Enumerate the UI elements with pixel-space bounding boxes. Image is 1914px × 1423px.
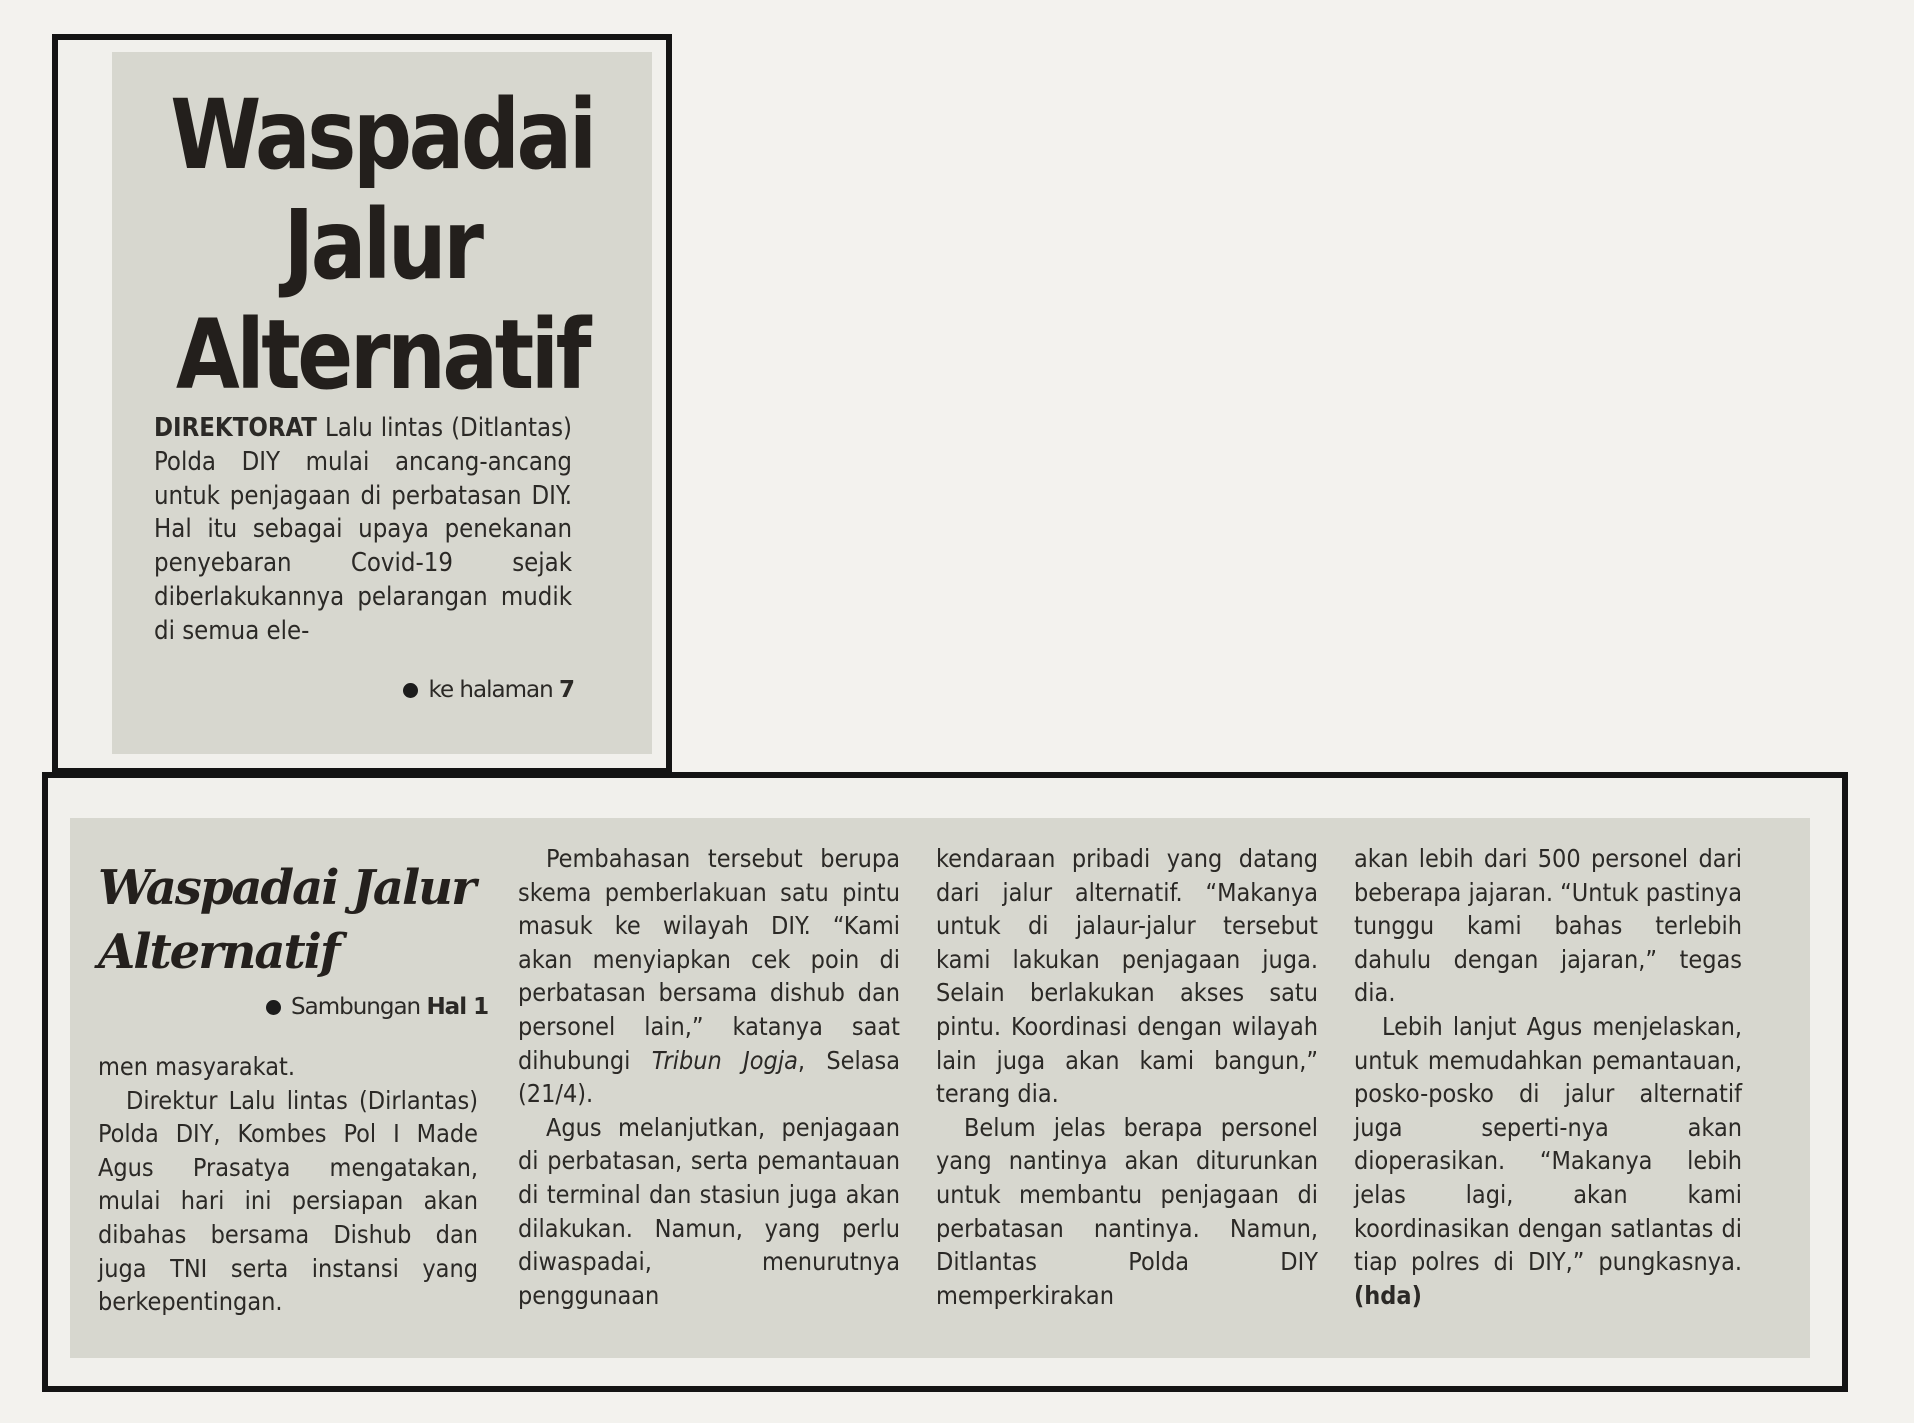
- author-initials: (hda): [1354, 1280, 1422, 1310]
- paragraph: Lebih lanjut Agus menjelaskan, untuk memudahkan pemantauan, posko-posko di jalur alternatif juga seperti-nya akan dioperasikan. “Makanya lebih jelas lagi, akan kami koordinasikan dengan satlantas di tiap polres di DIY,” pungkasnya. (hda): [1354, 1011, 1742, 1310]
- article-column-4: [1354, 842, 1742, 1312]
- lead-kicker: DIREKTORAT: [154, 413, 317, 443]
- paragraph: Pembahasan tersebut berupa skema pemberlakuan satu pintu masuk ke wilayah DIY. “Kami akan menyiapkan cek poin di perbatasan bersama dishub dan personel lain,” katanya saat dihubungi Tribun Jogja, Selasa (21/4).: [518, 844, 900, 1109]
- continuation-headline: [98, 856, 478, 984]
- paragraph: men masyarakat.: [98, 1052, 295, 1081]
- continuation-headline-line-2: Alternatif: [98, 924, 339, 980]
- paragraph: Belum jelas berapa personel yang nantinya akan diturunkan untuk membantu penjagaan di perbatasan nantinya. Namun, Ditlantas Polda DIY memperkirakan: [936, 1112, 1318, 1310]
- continued-on-page: ke halaman 7: [403, 677, 574, 703]
- lead-text: Lalu lintas (Ditlantas) Polda DIY mulai ancang-ancang untuk penjagaan di perbatasan DIY. Hal itu sebagai upaya penekanan penyebaran Covid-19 sejak diberlakukannya pelarangan mudik di semua ele-: [154, 413, 572, 646]
- paragraph: akan lebih dari 500 personel dari beberapa jajaran. “Untuk pastinya tunggu kami bahas terlebih dahulu dengan jajaran,” tegas dia.: [1354, 844, 1742, 1008]
- bullet-icon: [403, 683, 418, 698]
- paragraph: Agus melanjutkan, penjagaan di perbatasan, serta pemantauan di terminal dan stasiun juga akan dilakukan. Namun, yang perlu diwaspadai, menurutnya penggunaan: [518, 1112, 900, 1310]
- source-page-number: Hal 1: [426, 994, 489, 1020]
- article-column-2: [518, 842, 900, 1312]
- paragraph: kendaraan pribadi yang datang dari jalur alternatif. “Makanya untuk di jalaur-jalur tersebut kami lakukan penjagaan juga. Selain berlakukan akses satu pintu. Koordinasi dengan wilayah lain juga akan kami bangun,” terang dia.: [936, 844, 1318, 1109]
- paragraph: Direktur Lalu lintas (Dirlantas) Polda DIY, Kombes Pol I Made Agus Prasatya mengatakan, mulai hari ini persiapan akan dibahas bersama Dishub dan juga TNI serta instansi yang berkepentingan.: [98, 1085, 478, 1317]
- article-column-3: [936, 842, 1318, 1312]
- continuation-clipping: [70, 818, 1810, 1358]
- article-column-1: [98, 1050, 478, 1319]
- front-page-clipping: [112, 52, 652, 754]
- continuation-headline-line-1: Waspadai Jalur: [98, 860, 475, 916]
- headline-line-1: Waspadai: [170, 79, 594, 191]
- lead-paragraph: [154, 412, 572, 649]
- jump-page-number: 7: [558, 677, 574, 703]
- publication-name: Tribun Jogja: [651, 1045, 798, 1075]
- continued-from-page: Sambungan Hal 1: [266, 994, 488, 1020]
- headline-line-3: Alternatif: [175, 299, 589, 411]
- bullet-icon: [266, 1000, 281, 1015]
- headline-line-2: Jalur: [283, 189, 481, 301]
